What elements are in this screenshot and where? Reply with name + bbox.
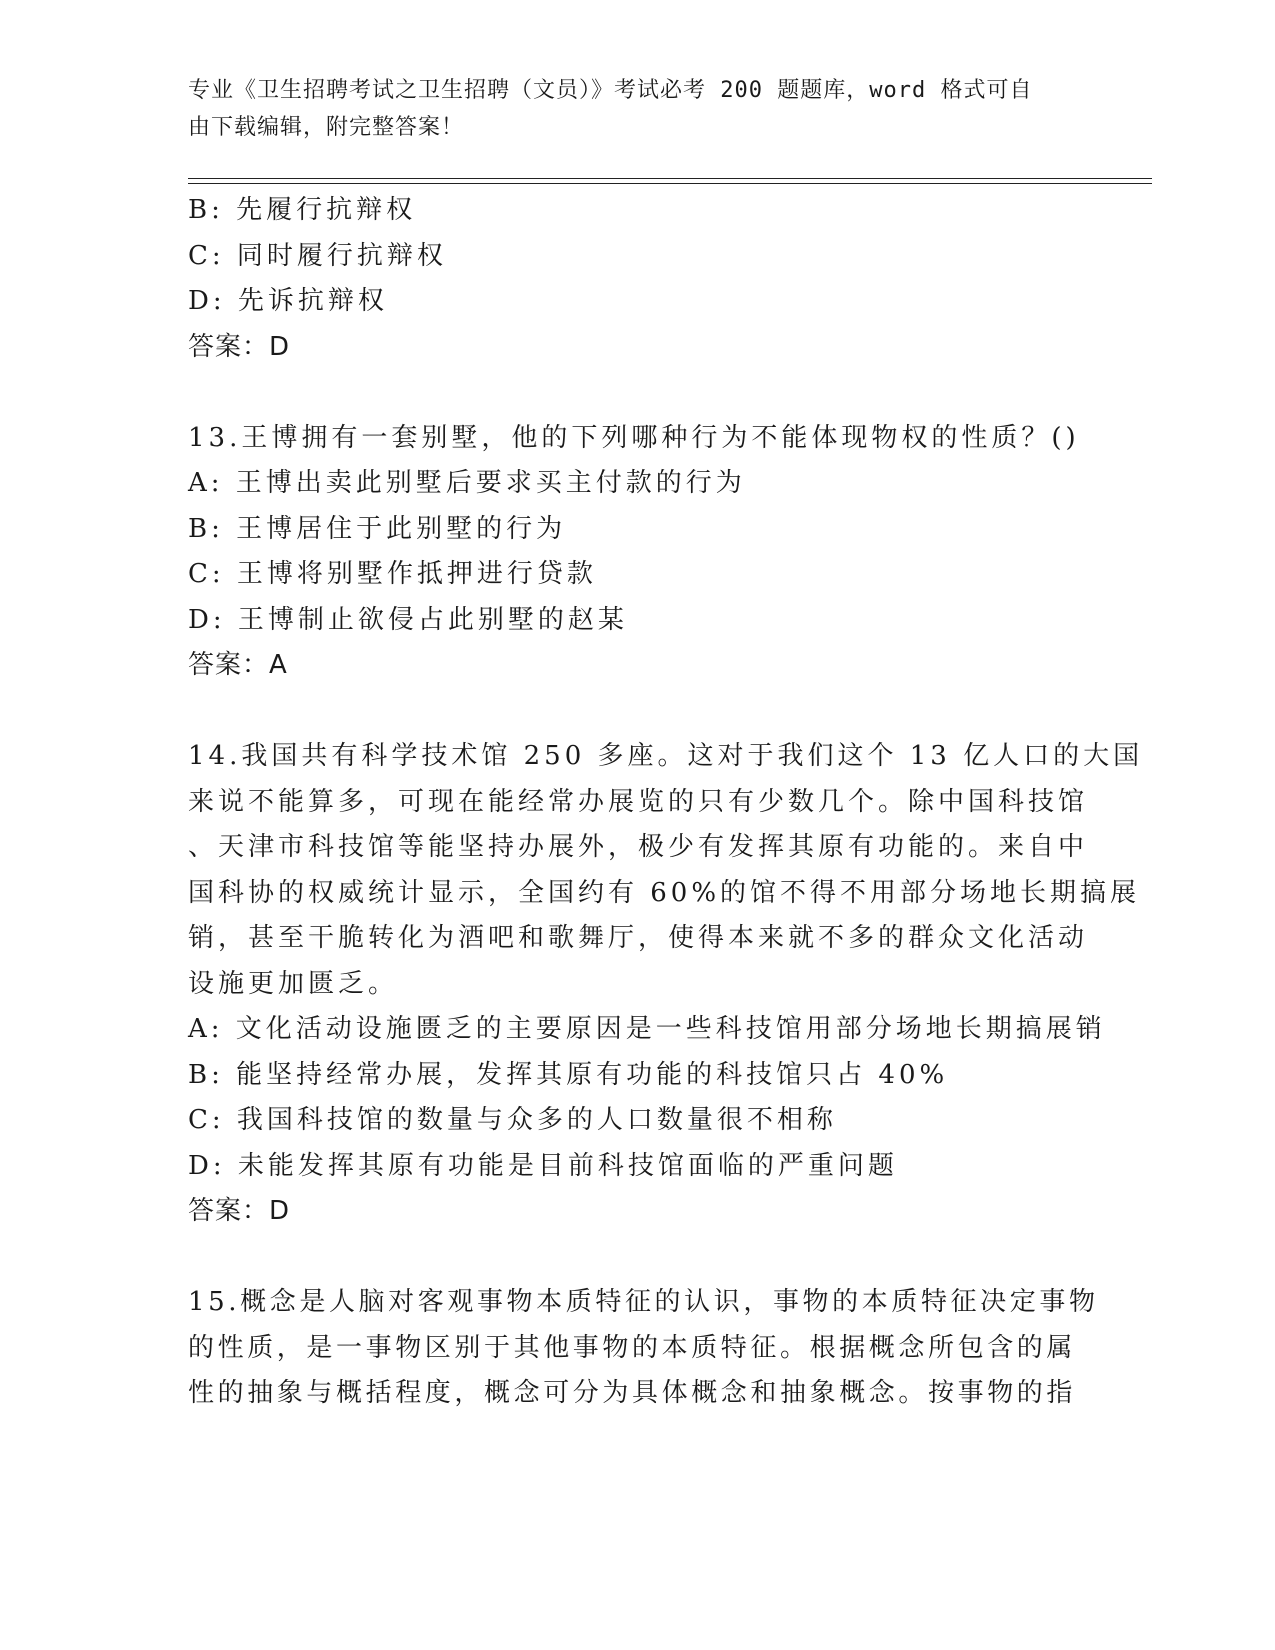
option-b: B: 先履行抗辩权 <box>188 195 417 225</box>
question-stem-line: 15.概念是人脑对客观事物本质特征的认识，事物的本质特征决定事物 <box>188 1287 1099 1317</box>
header-line-2: 由下载编辑，附完整答案！ <box>188 115 465 140</box>
answer-line: 答案：A <box>188 650 288 680</box>
header-divider-top <box>188 178 1152 179</box>
question-stem-line: 国科协的权威统计显示，全国约有 60%的馆不得不用部分场地长期搞展 <box>188 877 1141 908</box>
answer-line: 答案：D <box>188 1196 291 1226</box>
question-stem-line: 来说不能算多，可现在能经常办展览的只有少数几个。除中国科技馆 <box>188 786 1089 817</box>
option-d: D: 先诉抗辩权 <box>188 286 388 316</box>
document-header <box>188 72 1088 146</box>
spacer <box>188 1235 1088 1281</box>
option-c: C: 我国科技馆的数量与众多的人口数量很不相称 <box>188 1105 837 1135</box>
option-c: C: 王博将别墅作抵押进行贷款 <box>188 559 597 589</box>
question-stem-line: 销，甚至干脆转化为酒吧和歌舞厅，使得本来就不多的群众文化活动 <box>188 923 1089 953</box>
question-14 <box>188 734 1144 1235</box>
header-line-1: 专业《卫生招聘考试之卫生招聘（文员）》考试必考 200 题题库，word 格式可自 <box>188 78 1033 103</box>
option-d: D: 未能发挥其原有功能是目前科技馆面临的严重问题 <box>188 1150 898 1181</box>
question-13 <box>188 416 1088 689</box>
option-a: A: 文化活动设施匮乏的主要原因是一些科技馆用部分场地长期搞展销 <box>188 1014 1106 1044</box>
question-stem: 13.王博拥有一套别墅，他的下列哪种行为不能体现物权的性质？() <box>188 422 1080 453</box>
question-15 <box>188 1280 1099 1417</box>
spacer <box>188 689 1088 735</box>
option-d: D: 王博制止欲侵占此别墅的赵某 <box>188 604 628 635</box>
question-12-remainder <box>188 188 1088 370</box>
spacer <box>188 370 1088 416</box>
option-b: B: 王博居住于此别墅的行为 <box>188 513 567 544</box>
option-c: C: 同时履行抗辩权 <box>188 240 447 271</box>
option-a: A: 王博出卖此别墅后要求买主付款的行为 <box>188 468 746 498</box>
header-divider-bottom <box>188 183 1152 184</box>
question-stem-line: 设施更加匮乏。 <box>188 968 399 999</box>
option-b: B: 能坚持经常办展，发挥其原有功能的科技馆只占 40% <box>188 1059 949 1090</box>
question-stem-line: 性的抽象与概括程度，概念可分为具体概念和抽象概念。按事物的指 <box>188 1378 1077 1408</box>
question-stem-line: 、天津市科技馆等能坚持办展外，极少有发挥其原有功能的。来自中 <box>188 832 1089 862</box>
answer-line: 答案：D <box>188 331 291 362</box>
question-stem-line: 14.我国共有科学技术馆 250 多座。这对于我们这个 13 亿人口的大国 <box>188 741 1144 771</box>
question-body <box>188 188 1144 1417</box>
question-stem-line: 的性质，是一事物区别于其他事物的本质特征。根据概念所包含的属 <box>188 1332 1077 1363</box>
